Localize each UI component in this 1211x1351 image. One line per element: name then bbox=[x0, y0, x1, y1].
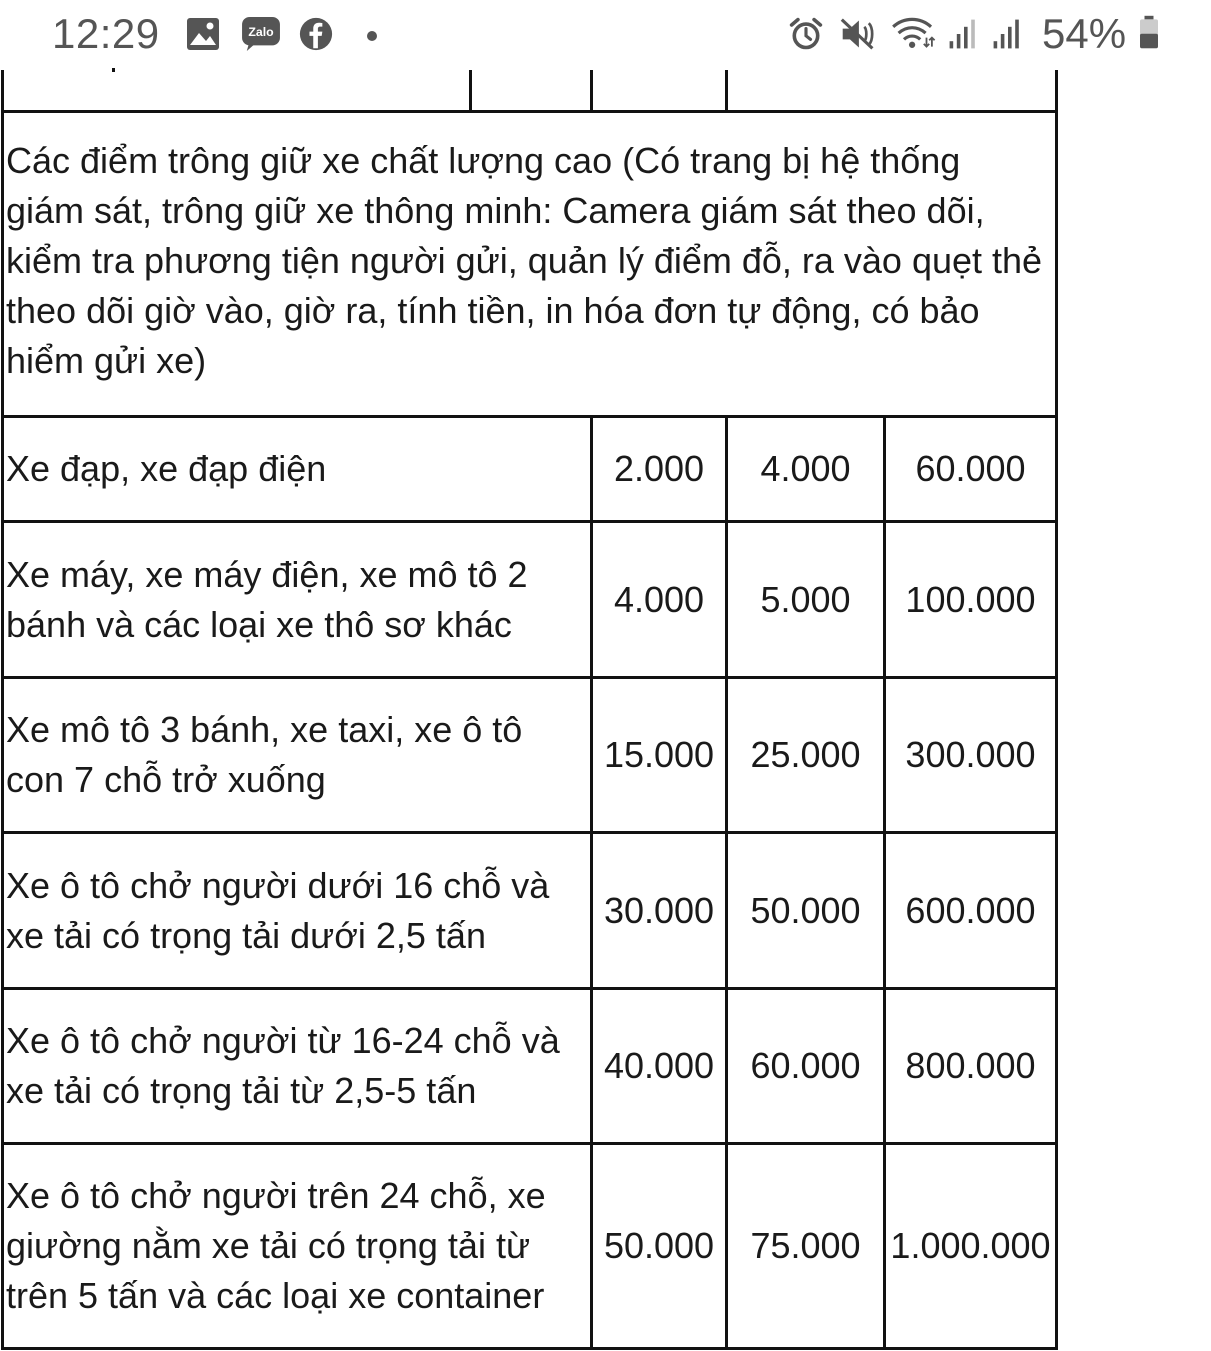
table-border bbox=[469, 70, 472, 111]
fee-cell: 100.000 bbox=[905, 578, 1036, 620]
facebook-icon bbox=[297, 16, 335, 52]
wifi-icon bbox=[888, 16, 938, 52]
fee-cell: 25.000 bbox=[750, 734, 861, 775]
table-border bbox=[1, 110, 1058, 113]
fee-cell: 1.000.000 bbox=[890, 1225, 1051, 1266]
dot-icon bbox=[362, 16, 382, 52]
vehicle-type-cell: Xe máy, xe máy điện, xe mô tô 2 bánh và các loại xe thô sơ khác bbox=[6, 553, 528, 645]
fee-cell: 50.000 bbox=[750, 889, 861, 931]
fee-cell: 75.000 bbox=[750, 1225, 861, 1266]
vehicle-type-cell: Xe ô tô chở người dưới 16 chỗ và xe tải có trọng tải dưới 2,5 tấn bbox=[6, 864, 550, 956]
fee-cell: 40.000 bbox=[603, 1045, 715, 1086]
vehicle-type-cell: Xe ô tô chở người từ 16-24 chỗ và xe tải có trọng tải từ 2,5-5 tấn bbox=[6, 1020, 560, 1111]
table-border bbox=[590, 70, 593, 111]
signal-icon bbox=[990, 16, 1026, 52]
fee-cell: 60.000 bbox=[750, 1045, 861, 1086]
image-icon bbox=[185, 16, 221, 52]
vehicle-type-cell: Xe mô tô 3 bánh, xe taxi, xe ô tô con 7 chỗ trở xuống bbox=[6, 709, 523, 800]
vehicle-type-cell: Xe đạp, xe đạp điện bbox=[6, 448, 327, 489]
fee-cell: 800.000 bbox=[905, 1045, 1036, 1086]
table-border bbox=[112, 68, 115, 72]
battery-icon bbox=[1136, 14, 1162, 50]
zalo-icon-label: Zalo bbox=[248, 24, 274, 39]
mute-icon bbox=[838, 16, 878, 52]
fee-cell: 15.000 bbox=[603, 734, 715, 775]
fee-cell: 600.000 bbox=[905, 889, 1036, 931]
fee-cell: 4.000 bbox=[760, 448, 851, 489]
table-border bbox=[725, 70, 728, 111]
fee-cell: 4.000 bbox=[613, 578, 705, 620]
fee-cell: 30.000 bbox=[603, 889, 715, 931]
battery-percent: 54% bbox=[1042, 10, 1127, 57]
fee-cell: 5.000 bbox=[760, 578, 851, 620]
alarm-icon bbox=[786, 16, 826, 52]
fee-cell: 50.000 bbox=[603, 1225, 715, 1266]
table-border bbox=[1055, 70, 1058, 1350]
fee-cell: 300.000 bbox=[905, 734, 1036, 775]
signal-icon bbox=[946, 16, 982, 52]
status-bar bbox=[0, 0, 1211, 70]
vehicle-type-cell: Xe ô tô chở người trên 24 chỗ, xe giường nằm xe tải có trọng tải từ trên 5 tấn và các loại xe container bbox=[6, 1175, 546, 1316]
fee-cell: 2.000 bbox=[613, 448, 705, 489]
table-border bbox=[1, 70, 4, 1350]
fee-cell: 60.000 bbox=[915, 448, 1026, 489]
table-border bbox=[1, 1347, 1058, 1350]
group-header: Các điểm trông giữ xe chất lượng cao (Có trang bị hệ thống giám sát, trông giữ xe thông minh: Camera giám sát theo dõi, kiểm tra phương tiện người gửi, quản lý điểm đỗ, ra vào quẹt thẻ theo dõi giờ vào, giờ ra, tính tiền, in hóa đơn tự động, có bảo hiểm gửi xe) bbox=[6, 140, 1043, 381]
zalo-icon bbox=[240, 16, 282, 52]
clock: 12:29 bbox=[52, 10, 160, 57]
